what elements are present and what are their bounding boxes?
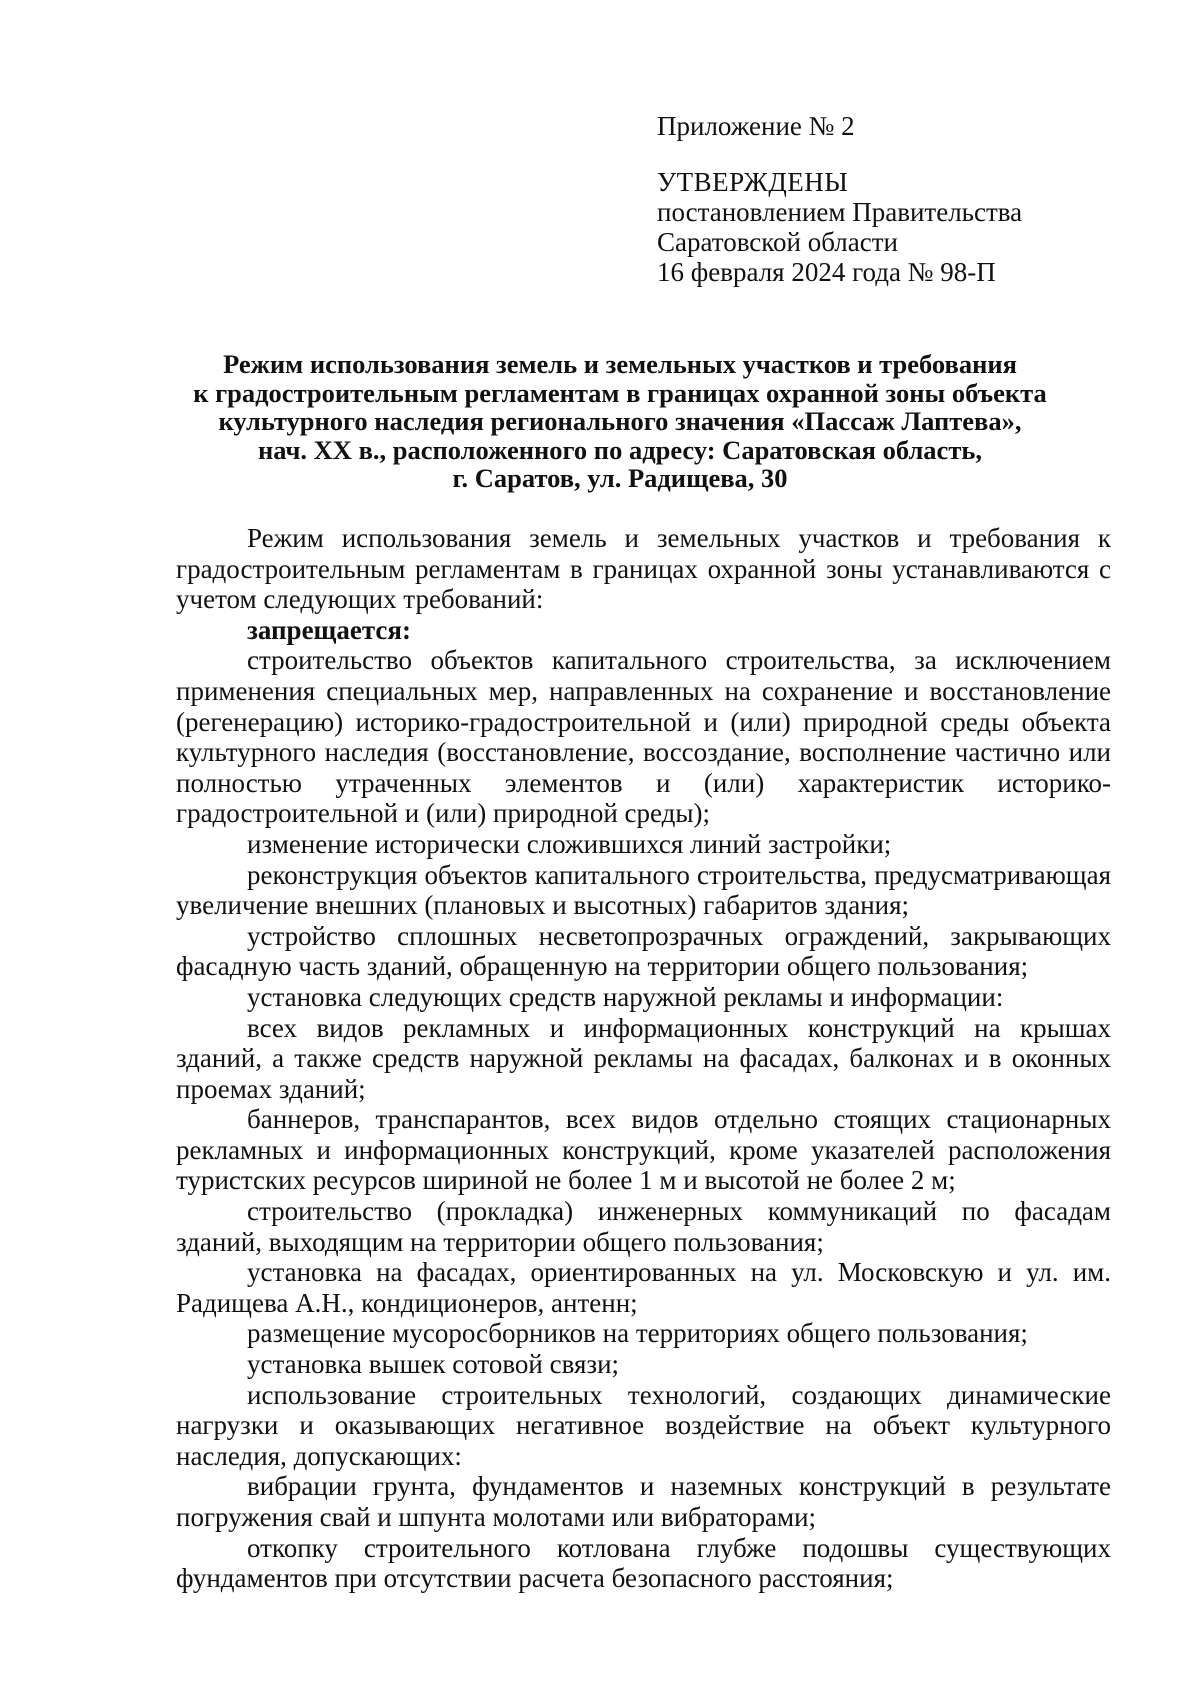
list-item: изменение исторически сложившихся линий застройки;	[247, 828, 892, 859]
title-line-3: культурного наследия регионального значения «Пассаж Лаптева»,	[218, 406, 1022, 436]
list-item: устройство сплошных несветопрозрачных ограждений, закрывающих фасадную часть зданий, обращенную на территории общего пользования;	[176, 920, 1111, 982]
list-item: установка на фасадах, ориентированных на ул. Московскую и ул. им. Радищева А.Н., кондиционеров, антенн;	[176, 1257, 1111, 1318]
list-item: реконструкция объектов капитального строительства, предусматривающая увеличение внешних (плановых и высотных) габаритов здания;	[176, 859, 1111, 921]
list-item: баннеров, транспарантов, всех видов отдельно стоящих стационарных рекламных и информационных конструкций, кроме указателей расположения туристских ресурсов шириной не более 1 м и высотой не более 2 м;	[176, 1104, 1111, 1196]
approved-heading: УТВЕРЖДЕНЫ	[657, 167, 849, 197]
list-item: всех видов рекламных и информационных конструкций на крышах зданий, а также средств наружной рекламы на фасадах, балконах и в оконных проемах зданий;	[176, 1012, 1111, 1104]
title-line-4: нач. XX в., расположенного по адресу: Саратовская область,	[258, 434, 982, 465]
document-body	[176, 523, 1111, 1594]
list-item: откопку строительного котлована глубже подошвы существующих фундаментов при отсутствии расчета безопасного расстояния;	[176, 1532, 1111, 1594]
title-line-5: г. Саратов, ул. Радищева, 30	[452, 463, 788, 493]
list-item: строительство (прокладка) инженерных коммуникаций по фасадам зданий, выходящим на территории общего пользования;	[176, 1196, 1111, 1257]
approval-line-2: Саратовской области	[657, 227, 898, 257]
title-line-2: к градостроительным регламентам в границах охранной зоны объекта	[193, 377, 1047, 408]
approval-line-1: постановлением Правительства	[657, 197, 1023, 227]
list-item: использование строительных технологий, создающих динамические нагрузки и оказывающих негативное воздействие на объект культурного наследия, допускающих:	[176, 1379, 1111, 1471]
appendix-label: Приложение № 2	[657, 111, 855, 141]
list-item: вибрации грунта, фундаментов и наземных конструкций в результате погружения свай и шпунта молотами или вибраторами;	[176, 1471, 1111, 1532]
approval-block	[657, 111, 1137, 287]
forbidden-heading: запрещается:	[247, 614, 412, 645]
list-item: установка вышек сотовой связи;	[247, 1349, 620, 1380]
list-item: строительство объектов капитального строительства, за исключением применения специальных мер, направленных на сохранение и восстановление (регенерацию) историко-градостроительной и (или) природной среды объекта культурного наследия (восстановление, воссоздание, восполнение частично или полностью утраченных элементов и (или) характеристик историко-градостроительной и (или) природной среды);	[176, 645, 1111, 829]
intro-paragraph: Режим использования земель и земельных участков и требования к градостроительным регламентам в границах охранной зоны устанавливаются с учетом следующих требований:	[176, 523, 1111, 615]
approval-line-3: 16 февраля 2024 года № 98-П	[657, 257, 996, 287]
list-item: установка следующих средств наружной рекламы и информации:	[247, 981, 1004, 1012]
document-title	[160, 350, 1080, 493]
title-line-1: Режим использования земель и земельных участков и требования	[223, 349, 1017, 379]
list-item: размещение мусоросборников на территориях общего пользования;	[247, 1318, 1028, 1349]
